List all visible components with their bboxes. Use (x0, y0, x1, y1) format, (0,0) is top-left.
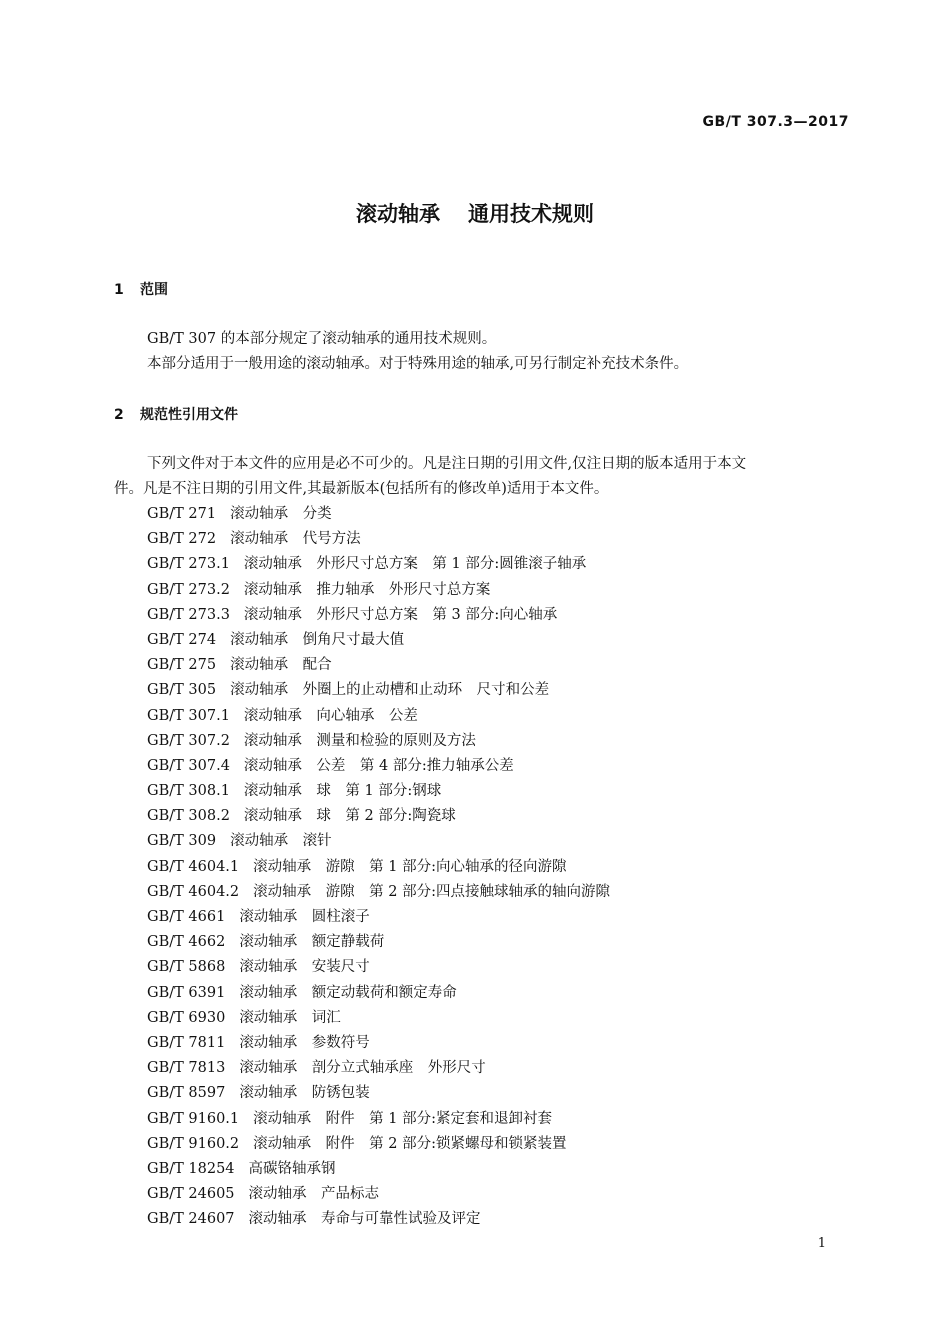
reference-item (147, 729, 610, 754)
section-2-heading (114, 404, 238, 424)
reference-title: 滚动轴承 安装尺寸 (239, 959, 370, 976)
reference-title: 滚动轴承 附件 第 1 部分:紧定套和退卸衬套 (253, 1110, 552, 1127)
document-title (0, 198, 950, 228)
section-1-body (114, 327, 850, 377)
reference-item (147, 829, 610, 854)
reference-title: 滚动轴承 附件 第 2 部分:锁紧螺母和锁紧装置 (253, 1135, 567, 1152)
title-part2: 通用技术规则 (468, 202, 594, 226)
reference-item (147, 1056, 610, 1081)
reference-title: 滚动轴承 额定静载荷 (239, 934, 385, 951)
reference-code: GB/T 6930 (147, 1009, 226, 1026)
reference-title: 滚动轴承 测量和检验的原则及方法 (243, 732, 476, 749)
reference-title: 滚动轴承 外形尺寸总方案 第 1 部分:圆锥滚子轴承 (243, 556, 587, 573)
reference-title: 滚动轴承 向心轴承 公差 (243, 707, 418, 724)
reference-title: 滚动轴承 分类 (230, 506, 332, 522)
section-2-intro (114, 452, 850, 502)
reference-item (147, 905, 610, 930)
reference-code: GB/T 307.1 (147, 707, 230, 724)
reference-item (147, 955, 610, 980)
reference-code: GB/T 4661 (147, 909, 226, 925)
reference-title: 滚动轴承 游隙 第 2 部分:四点接触球轴承的轴向游隙 (253, 883, 610, 900)
reference-code: GB/T 307.2 (147, 732, 230, 749)
reference-title: 滚动轴承 配合 (230, 657, 332, 674)
reference-item (147, 804, 610, 829)
reference-title: 滚动轴承 外形尺寸总方案 第 3 部分:向心轴承 (243, 606, 558, 623)
reference-code: GB/T 4662 (147, 934, 226, 951)
section-1-heading (114, 279, 168, 299)
reference-title: 滚动轴承 参数符号 (239, 1034, 370, 1051)
reference-title: 滚动轴承 剖分立式轴承座 外形尺寸 (239, 1060, 486, 1077)
reference-code: GB/T 6391 (147, 984, 226, 1001)
reference-code: GB/T 308.1 (147, 783, 230, 800)
reference-item (147, 930, 610, 955)
reference-item (147, 678, 610, 703)
reference-title: 滚动轴承 词汇 (239, 1009, 341, 1026)
reference-code: GB/T 24605 (147, 1186, 235, 1203)
reference-code: GB/T 271 (147, 506, 217, 522)
reference-title: 滚动轴承 防锈包装 (239, 1085, 370, 1102)
section-2-title: 规范性引用文件 (140, 407, 238, 423)
reference-code: GB/T 4604.2 (147, 883, 240, 900)
reference-item (147, 653, 610, 678)
reference-code: GB/T 273.3 (147, 606, 230, 623)
reference-list (147, 502, 610, 1232)
section-2-intro-line: 下列文件对于本文件的应用是必不可少的。凡是注日期的引用文件,仅注日期的版本适用于本文 (147, 456, 747, 472)
section-1-number: 1 (114, 282, 124, 298)
reference-code: GB/T 4604.1 (147, 858, 240, 875)
reference-title: 高碳铬轴承钢 (248, 1160, 336, 1177)
reference-title: 滚动轴承 球 第 2 部分:陶瓷球 (243, 808, 456, 825)
reference-item (147, 779, 610, 804)
reference-code: GB/T 8597 (147, 1085, 226, 1102)
reference-title: 滚动轴承 寿命与可靠性试验及评定 (248, 1211, 481, 1228)
reference-title: 滚动轴承 外圈上的止动槽和止动环 尺寸和公差 (230, 682, 550, 699)
reference-item (147, 754, 610, 779)
reference-title: 滚动轴承 滚针 (230, 833, 332, 850)
reference-item (147, 1157, 610, 1182)
standard-code: GB/T 307.3—2017 (702, 114, 849, 130)
reference-item (147, 628, 610, 653)
section-2-intro-line: 件。凡是不注日期的引用文件,其最新版本(包括所有的修改单)适用于本文件。 (114, 481, 609, 497)
reference-code: GB/T 307.4 (147, 757, 230, 774)
reference-code: GB/T 7813 (147, 1060, 226, 1077)
reference-item (147, 502, 610, 527)
reference-code: GB/T 24607 (147, 1211, 235, 1228)
section-2-number: 2 (114, 407, 124, 423)
reference-title: 滚动轴承 倒角尺寸最大值 (230, 631, 405, 648)
reference-title: 滚动轴承 推力轴承 外形尺寸总方案 (243, 581, 491, 598)
reference-item (147, 880, 610, 905)
section-1-title: 范围 (140, 282, 168, 298)
reference-item (147, 1207, 610, 1232)
reference-title: 滚动轴承 额定动载荷和额定寿命 (239, 984, 457, 1001)
page-number: 1 (817, 1236, 826, 1251)
reference-item (147, 1132, 610, 1157)
section-1-paragraph: 本部分适用于一般用途的滚动轴承。对于特殊用途的轴承,可另行制定补充技术条件。 (147, 356, 689, 372)
reference-code: GB/T 273.2 (147, 581, 230, 598)
reference-code: GB/T 7811 (147, 1034, 226, 1051)
reference-title: 滚动轴承 产品标志 (248, 1186, 380, 1203)
reference-title: 滚动轴承 公差 第 4 部分:推力轴承公差 (243, 757, 514, 774)
reference-title: 滚动轴承 游隙 第 1 部分:向心轴承的径向游隙 (253, 858, 567, 875)
reference-code: GB/T 274 (147, 631, 217, 648)
reference-item (147, 578, 610, 603)
reference-item (147, 855, 610, 880)
reference-code: GB/T 18254 (147, 1160, 235, 1177)
reference-item (147, 527, 610, 552)
reference-item (147, 1182, 610, 1207)
reference-code: GB/T 308.2 (147, 808, 230, 825)
reference-item (147, 1031, 610, 1056)
reference-item (147, 1107, 610, 1132)
reference-code: GB/T 272 (147, 531, 217, 548)
reference-item (147, 1006, 610, 1031)
reference-code: GB/T 9160.1 (147, 1110, 240, 1127)
reference-title: 滚动轴承 球 第 1 部分:钢球 (243, 783, 442, 800)
reference-code: GB/T 5868 (147, 959, 226, 976)
section-1-paragraph: GB/T 307 的本部分规定了滚动轴承的通用技术规则。 (147, 331, 497, 347)
reference-code: GB/T 309 (147, 833, 217, 850)
reference-item (147, 603, 610, 628)
reference-code: GB/T 305 (147, 682, 217, 699)
title-part1: 滚动轴承 (356, 202, 440, 226)
reference-item (147, 552, 610, 577)
reference-title: 滚动轴承 代号方法 (230, 531, 361, 548)
reference-code: GB/T 275 (147, 657, 217, 674)
reference-item (147, 981, 610, 1006)
reference-title: 滚动轴承 圆柱滚子 (239, 909, 370, 925)
reference-code: GB/T 273.1 (147, 556, 230, 573)
reference-code: GB/T 9160.2 (147, 1135, 240, 1152)
reference-item (147, 704, 610, 729)
reference-item (147, 1081, 610, 1106)
